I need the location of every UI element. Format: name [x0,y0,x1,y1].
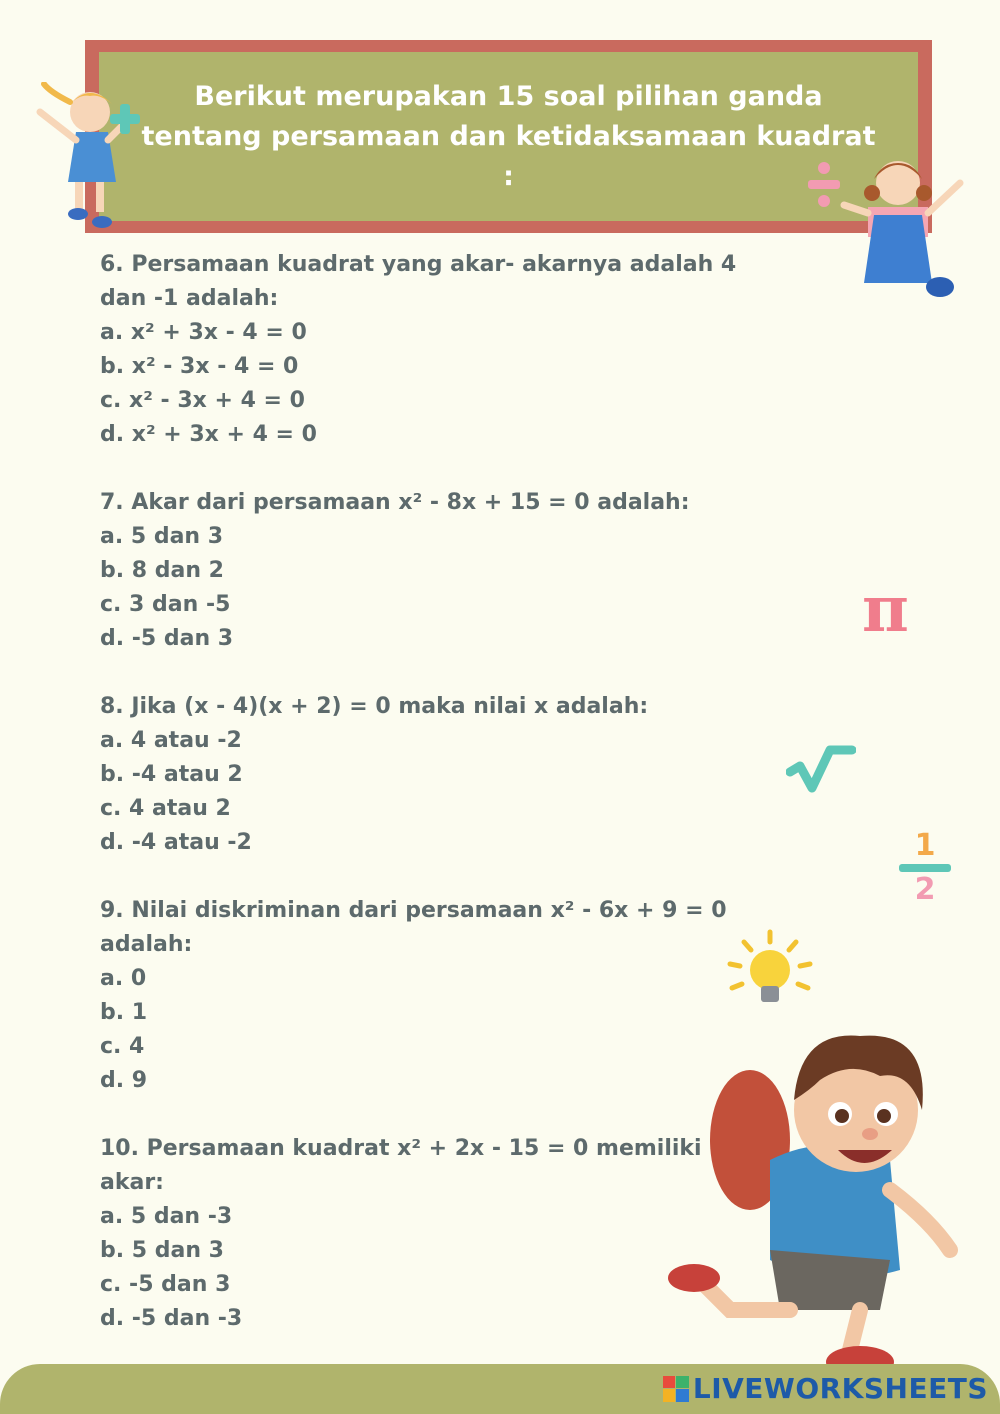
option-d[interactable]: d. -4 atau -2 [100,830,252,855]
option-d[interactable]: d. -5 dan -3 [100,1306,243,1331]
page-title: Berikut merupakan 15 soal pilihan ganda tentang persamaan dan ketidaksamaan kuadrat : [99,52,918,221]
option-b[interactable]: b. -4 atau 2 [100,762,243,787]
fraction-denominator: 2 [914,872,936,907]
option-d[interactable]: d. x² + 3x + 4 = 0 [100,422,317,447]
option-b[interactable]: b. 8 dan 2 [100,558,224,583]
running-boy-illustration [660,1010,980,1390]
divide-icon [806,160,842,210]
option-a[interactable]: a. 0 [100,966,147,991]
question-text: 6. Persamaan kuadrat yang akar- akarnya adalah 4 dan -1 adalah: [100,252,737,311]
question-text: 10. Persamaan kuadrat x² + 2x - 15 = 0 memiliki akar: [100,1136,702,1195]
question-6 [100,248,740,452]
option-a[interactable]: a. 4 atau -2 [100,728,242,753]
question-9 [100,894,740,1098]
fraction-numerator: 1 [914,828,936,863]
option-c[interactable]: c. x² - 3x + 4 = 0 [100,388,305,413]
pi-icon: π [862,572,909,647]
liveworksheets-logo-icon [663,1376,689,1402]
fraction-icon [895,830,955,906]
question-list [100,248,740,1370]
header-frame [85,40,932,233]
lightbulb-icon [724,928,816,1012]
fraction-bar [899,864,951,872]
question-text: 8. Jika (x - 4)(x + 2) = 0 maka nilai x adalah: [100,694,649,719]
option-d[interactable]: d. -5 dan 3 [100,626,234,651]
brand-logo[interactable] [663,1372,988,1405]
option-c[interactable]: c. -5 dan 3 [100,1272,231,1297]
option-c[interactable]: c. 3 dan -5 [100,592,231,617]
plus-icon [108,102,142,136]
brand-name: LIVEWORKSHEETS [692,1372,988,1405]
option-d[interactable]: d. 9 [100,1068,148,1093]
option-c[interactable]: c. 4 [100,1034,145,1059]
question-7 [100,486,740,656]
option-b[interactable]: b. x² - 3x - 4 = 0 [100,354,299,379]
option-a[interactable]: a. 5 dan 3 [100,524,224,549]
girl-illustration-right [840,145,970,305]
square-root-icon [786,742,856,796]
option-b[interactable]: b. 5 dan 3 [100,1238,224,1263]
question-10 [100,1132,740,1336]
option-c[interactable]: c. 4 atau 2 [100,796,231,821]
option-a[interactable]: a. x² + 3x - 4 = 0 [100,320,307,345]
question-text: 9. Nilai diskriminan dari persamaan x² - 6x + 9 = 0 adalah: [100,898,727,957]
option-b[interactable]: b. 1 [100,1000,148,1025]
question-8 [100,690,740,860]
option-a[interactable]: a. 5 dan -3 [100,1204,233,1229]
question-text: 7. Akar dari persamaan x² - 8x + 15 = 0 adalah: [100,490,690,515]
